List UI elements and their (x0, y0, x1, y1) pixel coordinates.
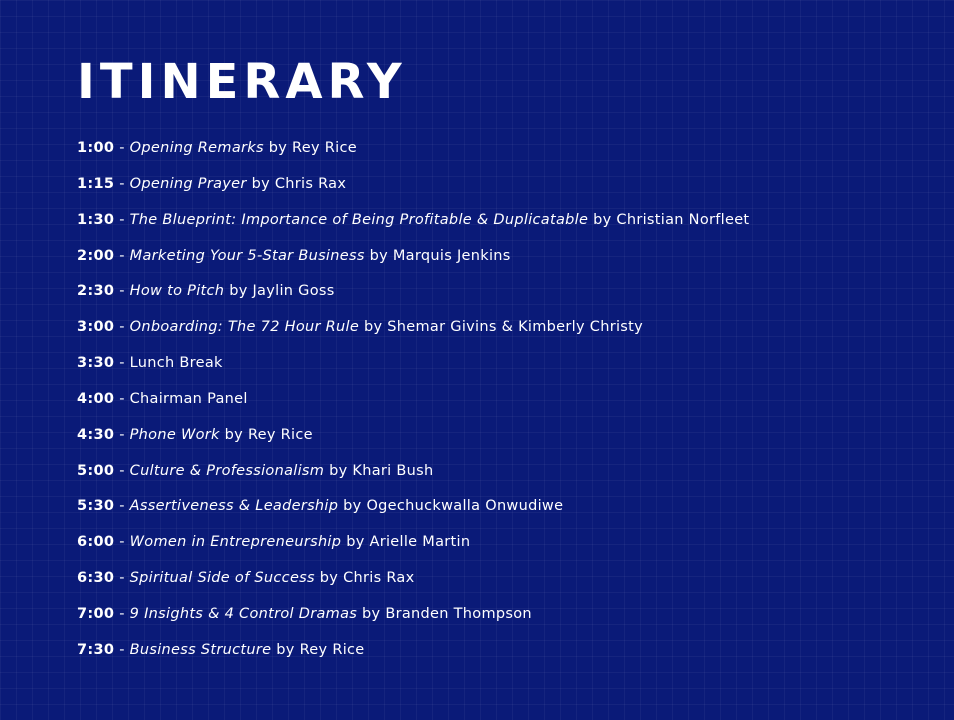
item-time: 4:30 (77, 426, 115, 443)
item-talk-title: Culture & Professionalism (129, 462, 325, 479)
itinerary-list (77, 137, 749, 675)
item-speaker: by Christian Norfleet (588, 211, 750, 228)
item-talk-title: Marketing Your 5-Star Business (129, 247, 365, 264)
item-separator: - Lunch Break (114, 355, 223, 372)
item-speaker: by Marquis Jenkins (364, 247, 511, 264)
itinerary-item (77, 639, 749, 675)
item-speaker: by Chris Rax (314, 570, 415, 587)
item-talk-title: 9 Insights & 4 Control Dramas (129, 605, 358, 622)
item-separator: - (114, 175, 130, 192)
item-separator: - (114, 641, 130, 658)
item-talk-title: How to Pitch (129, 283, 225, 300)
item-separator: - (114, 247, 130, 264)
itinerary-item (77, 531, 749, 567)
itinerary-item (77, 603, 749, 639)
item-speaker: by Branden Thompson (357, 605, 532, 622)
item-speaker: by Rey Rice (263, 140, 357, 156)
item-time: 2:00 (77, 247, 115, 264)
item-speaker: by Shemar Givins & Kimberly Christy (359, 319, 644, 336)
itinerary-item (77, 567, 749, 603)
item-talk-title: Business Structure (129, 641, 272, 658)
item-time: 7:30 (77, 641, 115, 658)
item-separator: - (114, 534, 130, 551)
item-separator: - (114, 462, 130, 479)
page-title: ITINERARY (77, 54, 407, 110)
item-separator: - (114, 605, 130, 622)
item-talk-title: Spiritual Side of Success (129, 570, 315, 587)
item-time: 7:00 (77, 605, 115, 622)
item-separator: - Chairman Panel (114, 390, 248, 407)
item-speaker: by Arielle Martin (341, 534, 471, 551)
itinerary-item (77, 316, 749, 352)
item-speaker: by Ogechuckwalla Onwudiwe (338, 498, 564, 515)
itinerary-item (77, 495, 749, 531)
item-speaker: by Khari Bush (324, 462, 434, 479)
item-speaker: by Jaylin Goss (224, 283, 335, 300)
item-separator: - (114, 283, 130, 300)
item-time: 1:00 (77, 140, 115, 156)
item-talk-title: Women in Entrepreneurship (129, 534, 342, 551)
itinerary-item (77, 245, 749, 281)
itinerary-item (77, 352, 749, 388)
itinerary-item (77, 209, 749, 245)
item-time: 1:15 (77, 175, 115, 192)
item-separator: - (114, 570, 130, 587)
item-talk-title: Opening Prayer (129, 175, 247, 192)
item-time: 6:00 (77, 534, 115, 551)
item-time: 1:30 (77, 211, 115, 228)
item-talk-title: Phone Work (129, 426, 220, 443)
itinerary-item (77, 137, 749, 173)
item-time: 5:00 (77, 462, 115, 479)
item-time: 6:30 (77, 570, 115, 587)
item-talk-title: Onboarding: The 72 Hour Rule (129, 319, 360, 336)
item-separator: - (114, 498, 130, 515)
item-time: 3:00 (77, 319, 115, 336)
itinerary-item (77, 173, 749, 209)
itinerary-item (77, 424, 749, 460)
item-talk-title: Assertiveness & Leadership (129, 498, 339, 515)
itinerary-item (77, 280, 749, 316)
item-separator: - (114, 426, 130, 443)
item-speaker: by Rey Rice (219, 426, 313, 443)
item-talk-title: The Blueprint: Importance of Being Profitable & Duplicatable (129, 211, 589, 228)
item-time: 4:00 (77, 390, 115, 407)
item-separator: - (114, 211, 130, 228)
item-talk-title: Opening Remarks (129, 140, 264, 156)
itinerary-page (77, 0, 954, 720)
itinerary-item (77, 460, 749, 496)
item-separator: - (114, 319, 130, 336)
item-speaker: by Rey Rice (271, 641, 365, 658)
item-separator: - (114, 140, 130, 156)
item-speaker: by Chris Rax (246, 175, 347, 192)
item-time: 3:30 (77, 355, 115, 372)
item-time: 2:30 (77, 283, 115, 300)
itinerary-item (77, 388, 749, 424)
item-time: 5:30 (77, 498, 115, 515)
